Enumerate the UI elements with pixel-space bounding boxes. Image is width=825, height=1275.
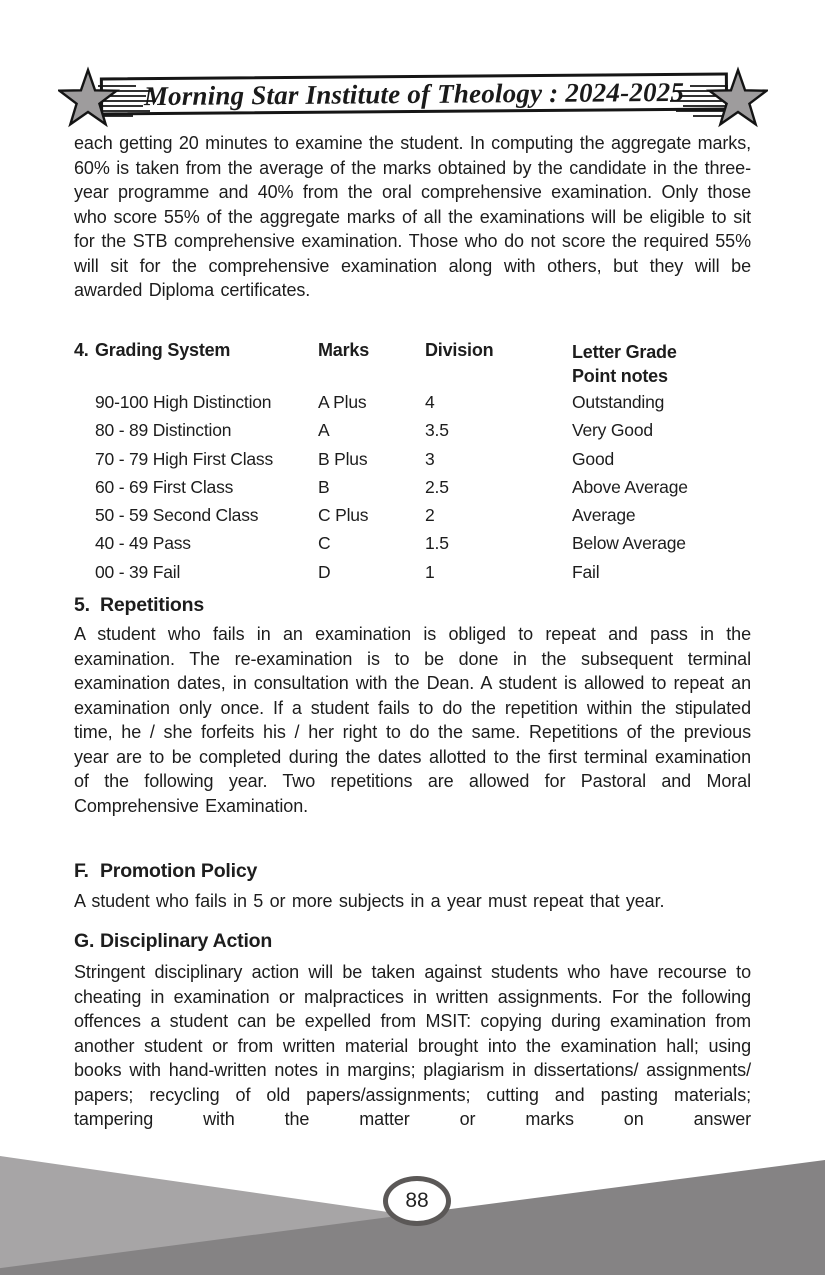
section-title: Disciplinary Action: [100, 930, 273, 952]
disciplinary-paragraph: Stringent disciplinary action will be taken against students who have recourse to cheating in examination or malpractices in written assignments. For the following offences a student can be expelled from MSIT: copying during examination from another student or from written material brought into the examination hall; using books with hand-written notes in margins; plagiarism in dissertations/ assignments/ papers; recycling of old papers/assignments; cutting and pasting materials; tampering with the matter or marks on answer: [74, 962, 751, 1129]
grade-range: 00 - 39 Fail: [95, 561, 181, 582]
table-row: [74, 420, 751, 448]
grade-division: 4: [425, 392, 435, 412]
grade-mark: A Plus: [318, 392, 367, 412]
page-number-badge: [383, 1176, 451, 1226]
section-title: Repetitions: [100, 594, 204, 616]
grade-division: 2.5: [425, 476, 449, 497]
grade-note: Average: [572, 505, 636, 526]
grade-note: Below Average: [572, 533, 686, 554]
section-heading-promotion: [74, 860, 751, 883]
grade-note: Above Average: [572, 476, 688, 497]
grade-note: Outstanding: [572, 392, 665, 412]
section-number: G.: [74, 930, 95, 952]
grade-range: 80 - 89 Distinction: [95, 420, 232, 441]
section-heading-disciplinary: [74, 930, 751, 953]
table-row: [74, 562, 751, 590]
section-title: Promotion Policy: [100, 860, 258, 882]
grading-table-header: [74, 340, 751, 388]
grade-note: Very Good: [572, 420, 653, 441]
grade-mark: C Plus: [318, 505, 369, 526]
grade-mark: B: [318, 476, 330, 497]
grade-division: 3: [425, 448, 435, 469]
grade-range: 90-100 High Distinction: [95, 392, 272, 412]
star-icon: [668, 58, 768, 138]
column-header-division: Division: [425, 340, 494, 360]
grade-division: 3.5: [425, 420, 449, 441]
grade-range: 40 - 49 Pass: [95, 533, 191, 554]
page-number: 88: [405, 1189, 429, 1212]
column-header-letter-grade: Letter Grade Point notes: [572, 342, 677, 386]
grade-note: Fail: [572, 561, 600, 582]
grade-mark: D: [318, 561, 331, 582]
section-heading-repetitions: [74, 594, 751, 617]
grade-mark: C: [318, 533, 331, 554]
section-number: F.: [74, 860, 89, 882]
grade-note: Good: [572, 448, 615, 469]
grade-division: 2: [425, 505, 435, 526]
star-icon: [58, 58, 158, 138]
grading-table: [74, 340, 751, 590]
page-title: Morning Star Institute of Theology : 2024-2025: [143, 76, 685, 111]
table-row: [74, 533, 751, 561]
section-number: 4.: [74, 340, 89, 360]
grade-mark: B Plus: [318, 448, 368, 469]
table-row: [74, 505, 751, 533]
table-row: [74, 392, 751, 420]
column-header-marks: Marks: [318, 340, 370, 360]
grade-range: 70 - 79 High First Class: [95, 448, 274, 469]
grade-division: 1.5: [425, 533, 449, 554]
promotion-paragraph: A student who fails in 5 or more subjects in a year must repeat that year.: [74, 891, 665, 911]
header-banner: [100, 73, 728, 116]
grade-range: 50 - 59 Second Class: [95, 505, 259, 526]
grade-mark: A: [318, 420, 330, 441]
table-row: [74, 449, 751, 477]
intro-paragraph: each getting 20 minutes to examine the student. In computing the aggregate marks, 60% is taken from the average of the marks obtained by the candidate in the three-year programme and 40% from the oral comprehensive examination. Only those who score 55% of the aggregate marks of all the examinations will be eligible to sit for the STB comprehensive examination. Those who do not score the required 55% will sit for the comprehensive examination along with others, but they will be awarded Diploma certificates.: [74, 133, 751, 300]
table-row: [74, 477, 751, 505]
repetitions-paragraph: A student who fails in an examination is obliged to repeat and pass in the examination. The re-examination is to be done in the subsequent terminal examination dates, in consultation with the Dean. A student is allowed to repeat an examination only once. If a student fails to do the repetition within the stipulated time, he / she forfeits his / her right to do the same. Repetitions of the previous year are to be completed during the dates allotted to the first terminal examination of the following year. Two repetitions are allowed for Pastoral and Moral Comprehensive Examination.: [74, 624, 751, 816]
section-title: Grading System: [95, 340, 231, 360]
grade-division: 1: [425, 561, 435, 582]
section-number: 5.: [74, 594, 90, 616]
grade-range: 60 - 69 First Class: [95, 476, 234, 497]
